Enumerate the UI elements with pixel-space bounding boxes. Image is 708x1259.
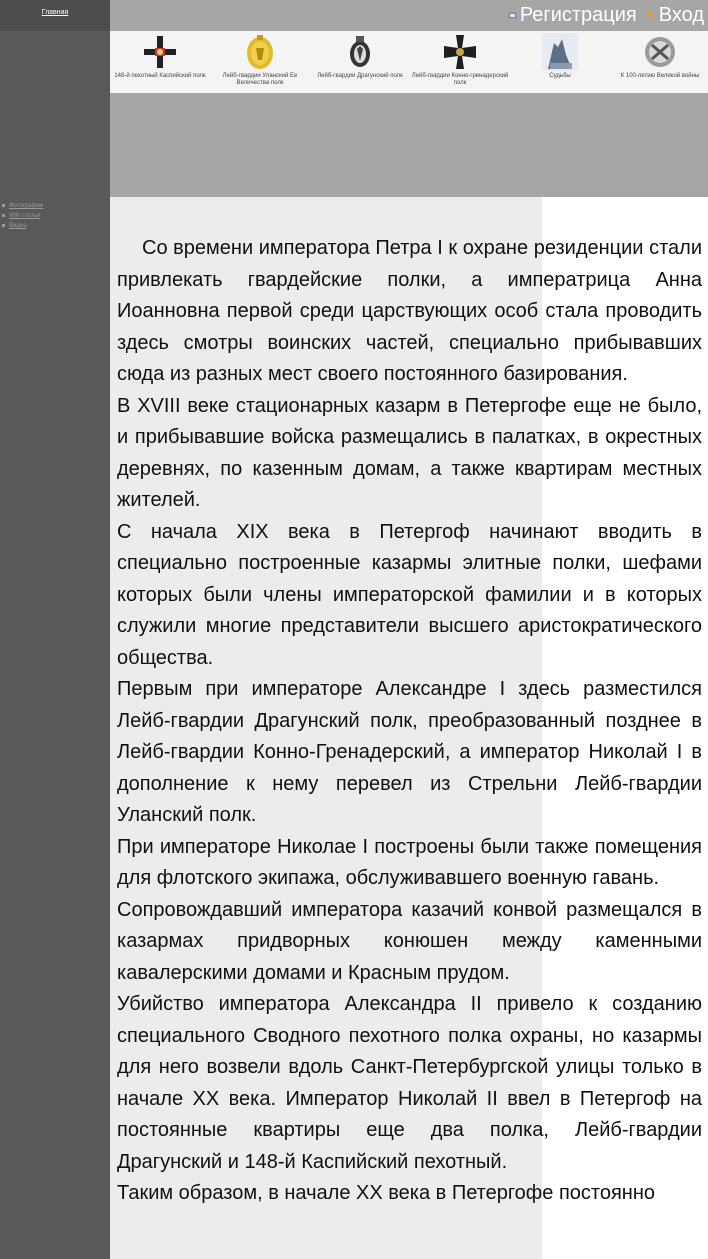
sidebar-header [0, 0, 110, 31]
regiment-link[interactable]: Судьбы [510, 31, 610, 93]
war-centenary-icon [642, 33, 678, 71]
sidebar-item-wiki[interactable]: Wiki статьи [2, 211, 43, 221]
register-icon [508, 11, 517, 20]
regiments-bar [110, 31, 708, 93]
bullet-icon [2, 204, 5, 207]
register-link[interactable]: Регистрация [508, 4, 637, 27]
sidebar [0, 0, 110, 1259]
regiment-link[interactable]: Лейб-гвардии Конно-гренадерский полк [410, 31, 510, 93]
article-paragraph: Убийство императора Александра II привело к созданию специального Сводного пехотного полка охраны, но казармы для него возвели вдоль Санкт-Петербургской улицы только в начале XX века. Император Николай II ввел в Петергоф на постоянные квартиры еще два полка, Лейб-гвардии Драгунский и 148-й Каспийский пехотный. [117, 993, 702, 1173]
bullet-icon [2, 224, 5, 227]
article-paragraph: При императоре Николае I построены были также помещения для флотского экипажа, обслуживавшего военную гавань. [117, 835, 702, 889]
article-paragraph: Таким образом, в начале XX века в Петергофе постоянно [117, 1182, 655, 1204]
login-link[interactable]: Вход [647, 4, 704, 27]
top-bar [110, 0, 708, 31]
regiment-link[interactable]: Лейб-гвардии Драгунский полк [310, 31, 410, 93]
black-cross-emblem-icon [442, 33, 478, 71]
article-paragraph: Сопровождавший императора казачий конвой размещался в казармах придворных конюшен между каменными кавалерскими домами и Красным прудом. [117, 898, 702, 984]
article-paragraph: С начала XIX века в Петергоф начинают вводить в специально построенные казармы элитные полки, шефами которых были члены императорской фамилии и в которых служили многие представители высшего аристократического общества. [117, 520, 702, 669]
red-cross-emblem-icon [142, 33, 178, 71]
auth-links [508, 4, 704, 27]
article-paragraph: Первым при императоре Александре I здесь разместился Лейб-гвардии Драгунский полк, преобразованный позднее в Лейб-гвардии Конно-Гренадерский, а император Николай I в дополнение к нему перевел из Стрельни Лейб-гвардии Уланский полк. [117, 678, 702, 826]
regiment-link[interactable]: К 100-летию Великой войны [610, 31, 708, 93]
sidebar-nav [2, 201, 43, 231]
monument-icon [542, 33, 578, 71]
regiment-link[interactable]: Лейб-гвардии Уланский Ее Величества полк [210, 31, 310, 93]
article-text [117, 233, 702, 1210]
sidebar-item-photos[interactable]: Фотографии [2, 201, 43, 211]
article-paragraph: В XVIII веке стационарных казарм в Петергофе еще не было, и прибывавшие войска размещались в палатках, в окрестных деревнях, по казенным домам, а также квартирам местных жителей. [117, 394, 702, 511]
banner [110, 93, 708, 197]
home-link[interactable]: Главная [41, 9, 69, 16]
sidebar-item-video[interactable]: Видео [2, 221, 43, 231]
bullet-icon [2, 214, 5, 217]
regiment-link[interactable]: 148-й пехотный Каспийский полк [110, 31, 210, 93]
article-paragraph: Со времени императора Петра I к охране резиденции стали привлекать гвардейские полки, а императрица Анна Иоанновна первой среди царствующих особ стала проводить здесь смотры воинских частей, специально прибывавших сюда из разных мест своего постоянного базирования. [117, 237, 702, 385]
dragoon-badge-icon [342, 33, 378, 71]
gold-medal-icon [242, 33, 278, 71]
key-icon [647, 11, 656, 20]
